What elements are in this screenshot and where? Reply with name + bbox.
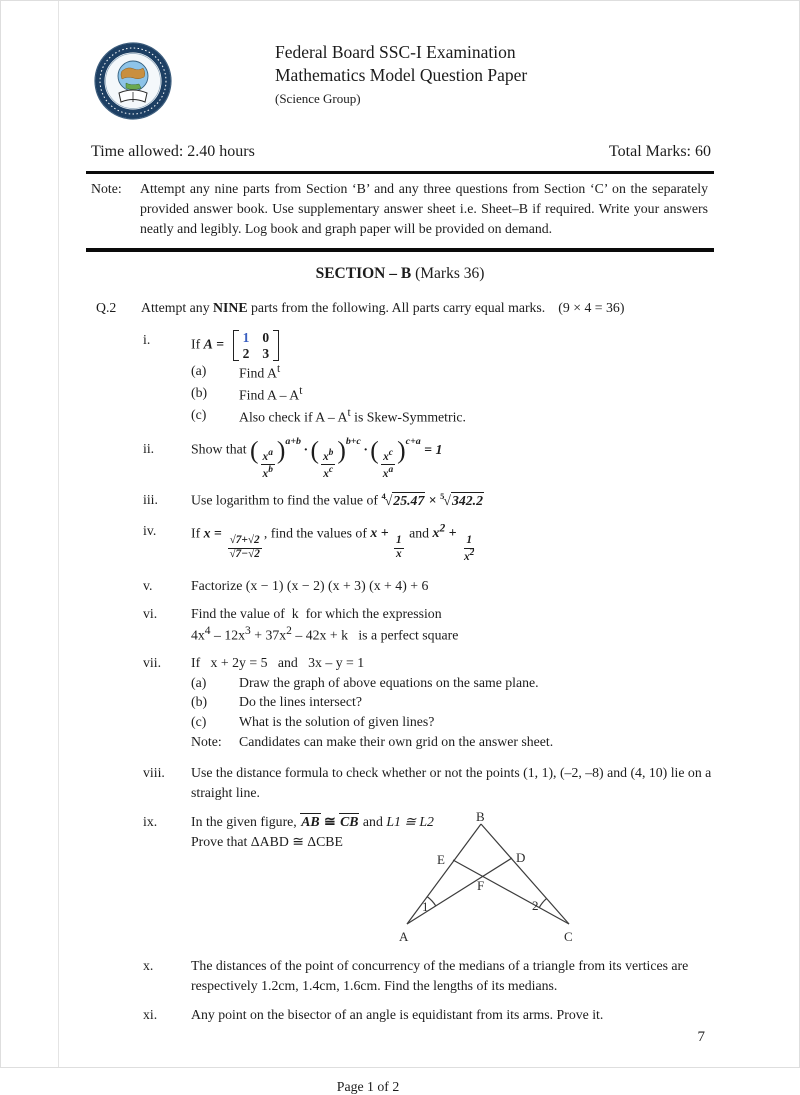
part-x-number: x. <box>143 958 154 974</box>
part-ix-number: ix. <box>143 814 158 830</box>
title-block <box>275 41 527 107</box>
vertex-label-B: B <box>476 809 485 825</box>
vertex-label-E: E <box>437 852 445 868</box>
note-text: Attempt any nine parts from Section ‘B’ and any three questions from Section ‘C’ on the separately provided answer book. Use supplementary answer sheet i.e. Sheet–B if required. Write your answers neatly and legibly. Log book and graph paper will be provided on demand. <box>140 181 708 237</box>
part-i-b: (b) Find A – $A^t$ <box>191 384 303 403</box>
question-2-label: Q.2 <box>96 300 117 316</box>
matrix-right-bracket <box>273 330 279 360</box>
vertex-label-F: F <box>477 878 485 894</box>
time-allowed: Time allowed: 2.40 hours <box>91 143 255 160</box>
vertex-label-D: D <box>516 850 526 866</box>
part-iii: iii. Use logarithm to find the value of $^4$√25.47 × $^5$√342.2 <box>143 490 729 510</box>
part-vii-note: Note: Candidates can make their own grid on the answer sheet. <box>191 733 554 749</box>
part-vi-number: vi. <box>143 605 158 621</box>
part-ix: ix. In the given figure, AB ≅ CB and L1 ≅ L2 Prove that ΔABD ≅ ΔCBE B E D F 1 2 A C <box>143 812 729 948</box>
question-parts-list <box>143 330 729 1025</box>
part-vi <box>143 604 729 646</box>
part-xi <box>143 1005 729 1025</box>
part-ix-line2: Prove that ΔABD ≅ ΔCBE <box>191 833 343 849</box>
section-b-heading <box>1 265 799 283</box>
page-edge-line <box>58 1 59 1067</box>
radical-1: $^4$√25.47 <box>381 491 425 509</box>
part-vii-equations: If x + 2y = 5 and 3x – y = 1 <box>191 655 365 671</box>
triangle-figure <box>393 810 583 944</box>
note-label: Note: <box>91 181 122 196</box>
part-vii-a: (a) Draw the graph of above equations on the same plane. <box>191 674 539 690</box>
exam-title-line1: Federal Board SSC-I Examination <box>275 42 516 62</box>
part-vi-line2: $4x^4 - 12x^3 + 37x^2 - 42x + k$ is a perfect square <box>191 625 459 643</box>
part-v-number: v. <box>143 577 153 593</box>
matrix-entry-22: 3 <box>262 345 270 361</box>
part-i-c: (c) Also check if A – $A^t$ is Skew-Symmetric. <box>191 406 467 425</box>
nine-emphasis: NINE <box>213 300 248 316</box>
part-xi-text: Any point on the bisector of an angle is equidistant from its arms. Prove it. <box>191 1007 604 1023</box>
angle-congruence: L1 ≅ L2 <box>386 814 434 830</box>
question-2-header <box>96 300 729 316</box>
matrix-variable: A <box>203 336 213 352</box>
vertex-label-C: C <box>564 929 573 945</box>
part-i-number: i. <box>143 332 151 348</box>
part-viii-text: Use the distance formula to check whether or not the points (1, 1), (–2, –8) and (4, 10) lie on a straight line. <box>191 765 712 800</box>
part-v <box>143 576 729 596</box>
part-i-a: (a) Find $A^t$ <box>191 362 281 381</box>
part-ii: ii. Show that ( $\frac{x^a}{x^b}$ )$^{a+b}$· ( $\frac{x^b}{x^c}$ )$^{b+c}$· ( $\frac{x^c}{x^a}$ )$^{c+a}$ = 1 <box>143 435 443 480</box>
part-i <box>143 330 729 427</box>
marks-scheme: (9 × 4 = 36) <box>558 300 625 316</box>
part-viii-number: viii. <box>143 765 165 781</box>
matrix-entry-12: 0 <box>262 330 270 346</box>
radical-2: $^5$√342.2 <box>440 491 484 509</box>
part-vii-number: vii. <box>143 655 162 671</box>
part-iv: iv. If x = $\frac{√7+√2}{√7-√2}$ , find the values of x + $\frac{1}{x}$ and $x^2$ + $\frac{1}{x^2}$ <box>143 522 475 564</box>
page-footer-label: Page 1 of 2 <box>336 1079 400 1095</box>
part-x-text: The distances of the point of concurrency of the medians of a triangle from its vertices are respectively 1.2cm, 1.4cm, 1.6cm. Find the lengths of its medians. <box>191 958 689 993</box>
segment-AB: AB <box>301 814 320 830</box>
part-iii-number: iii. <box>143 492 158 508</box>
note-box <box>86 171 714 252</box>
angle-label-1: 1 <box>422 899 429 915</box>
part-x <box>143 956 729 995</box>
meta-row <box>91 143 711 161</box>
section-b-marks: (Marks 36) <box>411 265 485 283</box>
fbise-seal-logo-icon <box>93 41 173 121</box>
part-vi-line1: Find the value of k for which the expression <box>191 605 442 621</box>
section-b-title: SECTION – B <box>315 265 412 283</box>
part-vii-c: (c) What is the solution of given lines? <box>191 714 435 729</box>
angle-label-2: 2 <box>532 898 539 914</box>
part-v-text: Factorize (x − 1) (x − 2) (x + 3) (x + 4) + 6 <box>191 577 429 593</box>
header <box>1 1 799 121</box>
segment-CB: CB <box>340 814 359 830</box>
part-viii <box>143 763 729 802</box>
part-vii-b: (b) Do the lines intersect? <box>191 694 362 710</box>
matrix-entry-11: 1 <box>242 330 250 346</box>
exponent-identity-formula: ( $\frac{x^a}{x^b}$ )$^{a+b}$· ( $\frac{x^b}{x^c}$ )$^{b+c}$· ( $\frac{x^c}{x^a}$ )$^{c+a}$ = 1 <box>250 435 443 480</box>
matrix-entry-21: 2 <box>242 345 250 361</box>
vertex-label-A: A <box>399 929 409 945</box>
total-marks: Total Marks: 60 <box>609 143 711 160</box>
exam-title-line3: (Science Group) <box>275 91 361 107</box>
surd-fraction: $\frac{√7+√2}{√7-√2}$ <box>229 534 260 561</box>
question-2-text: Attempt any NINE parts from the following. All parts carry equal marks. (9 × 4 = 36) <box>141 300 625 316</box>
part-i-matrix-line: If A = 1 0 2 3 <box>191 330 729 360</box>
exam-title-line2: Mathematics Model Question Paper <box>275 65 528 86</box>
part-iv-number: iv. <box>143 522 157 538</box>
page-number: 7 <box>697 1029 705 1045</box>
part-ii-number: ii. <box>143 441 155 457</box>
matrix-A <box>233 330 280 360</box>
part-xi-number: xi. <box>143 1007 158 1023</box>
part-vii <box>143 653 729 751</box>
